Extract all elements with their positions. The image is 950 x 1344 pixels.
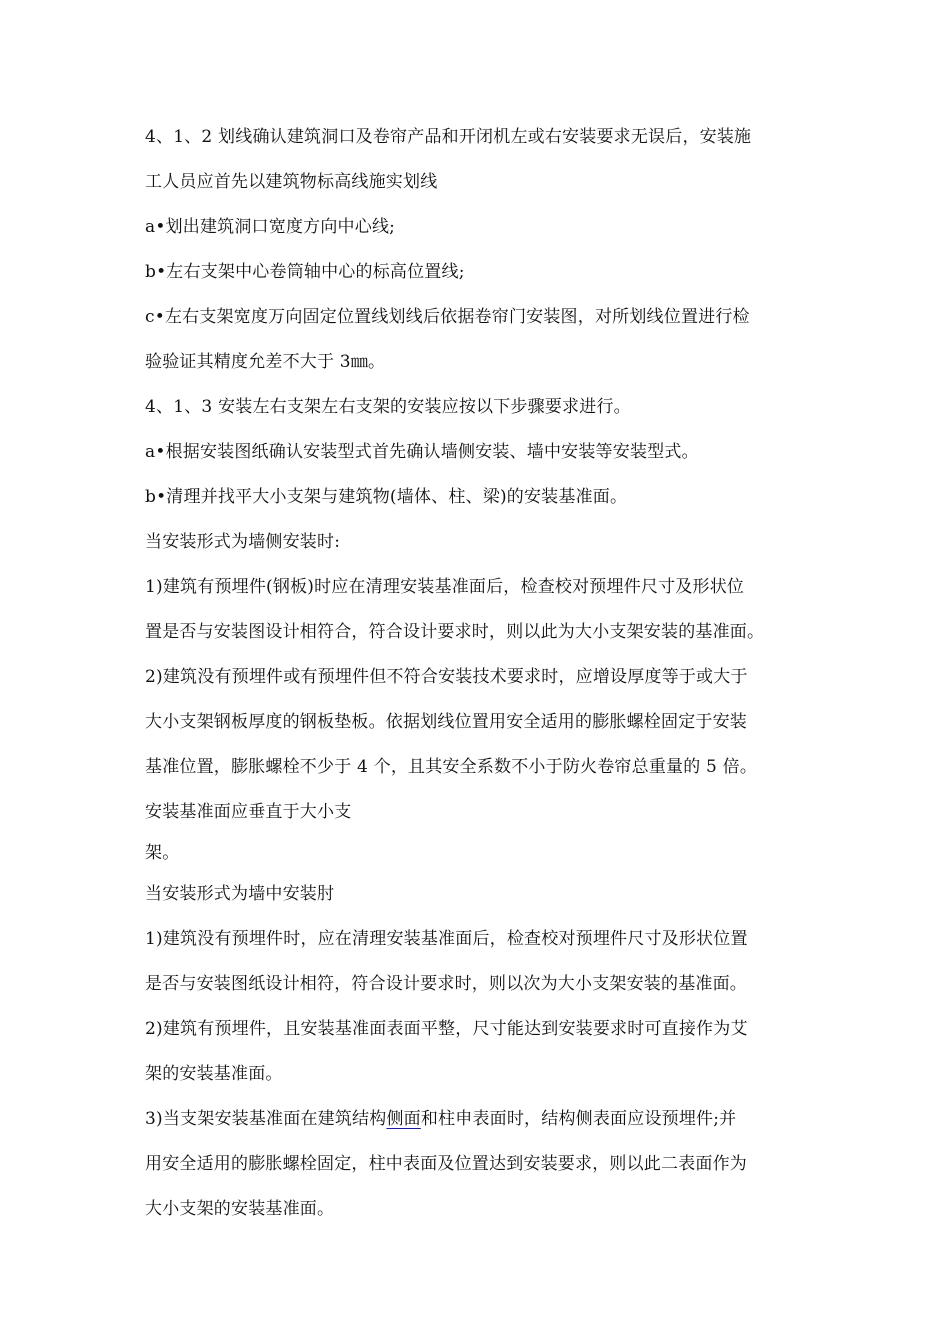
paragraph-line: 用安全适用的膨胀螺栓固定，柱中表面及位置达到安装要求，则以此二表面作为 [145, 1154, 747, 1174]
paragraph-line: 当安装形式为墙中安装肘 [145, 884, 335, 904]
paragraph-line: 是否与安装图纸设计相符，符合设计要求时，则以次为大小支架安装的基准面。 [145, 974, 747, 994]
paragraph-line: 架。 [145, 843, 180, 863]
document-body [145, 121, 815, 1238]
paragraph-line: 2)建筑有预埋件，且安装基准面表面平整，尺寸能达到安装要求时可直接作为艾 [145, 1019, 748, 1039]
paragraph-line: 2)建筑没有预埋件或有预埋件但不符合安装技术要求时，应增设厚度等于或大于 [145, 667, 748, 687]
paragraph-line: c•左右支架宽度万向固定位置线划线后依据卷帘门安装图，对所划线位置进行检 [145, 307, 750, 327]
paragraph-line: 大小支架的安装基准面。 [145, 1199, 335, 1219]
paragraph-line: 置是否与安装图设计相符合，符合设计要求时，则以此为大小支架安装的基准面。 [145, 622, 765, 642]
paragraph-line: 架的安装基准面。 [145, 1064, 283, 1084]
paragraph-line: 基准位置，膨胀螺栓不少于 4 个，且其安全系数不小于防火卷帘总重量的 5 倍。 [145, 757, 758, 777]
paragraph-line: 当安装形式为墙侧安装时: [145, 532, 341, 552]
paragraph-line-with-link [145, 1103, 815, 1148]
paragraph-line: b•左右支架中心卷筒轴中心的标高位置线; [145, 262, 465, 282]
paragraph-line: 大小支架钢板厚度的钢板垫板。依据划线位置用安全适用的膨胀螺栓固定于安装 [145, 712, 747, 732]
underlined-link[interactable]: 侧面 [386, 1109, 421, 1129]
paragraph-line: 工人员应首先以建筑物标高线施实划线 [145, 172, 438, 192]
paragraph-line: 4、1、3 安装左右支架左右支架的安装应按以下步骤要求进行。 [145, 397, 631, 417]
text-segment: 和柱申表面时，结构侧表面应设预埋件;并 [420, 1109, 737, 1129]
paragraph-line: 1)建筑有预埋件(钢板)时应在清理安装基准面后，检查校对预埋件尺寸及形状位 [145, 577, 745, 597]
paragraph-line: a•划出建筑洞口宽度方向中心线; [145, 217, 396, 237]
paragraph-line: 4、1、2 划线确认建筑洞口及卷帘产品和开闭机左或右安装要求无误后，安装施 [145, 127, 752, 147]
paragraph-line: b•清理并找平大小支架与建筑物(墙体、柱、梁)的安装基准面。 [145, 487, 628, 507]
text-segment: 3)当支架安装基准面在建筑结构 [145, 1109, 387, 1129]
paragraph-line: 验验证其精度允差不大于 3㎜。 [145, 352, 386, 372]
paragraph-line: 1)建筑没有预埋件时，应在清理安装基准面后，检查校对预埋件尺寸及形状位置 [145, 929, 748, 949]
paragraph-line: a•根据安装图纸确认安装型式首先确认墙侧安装、墙中安装等安装型式。 [145, 442, 699, 462]
paragraph-line: 安装基准面应垂直于大小支 [145, 802, 352, 822]
